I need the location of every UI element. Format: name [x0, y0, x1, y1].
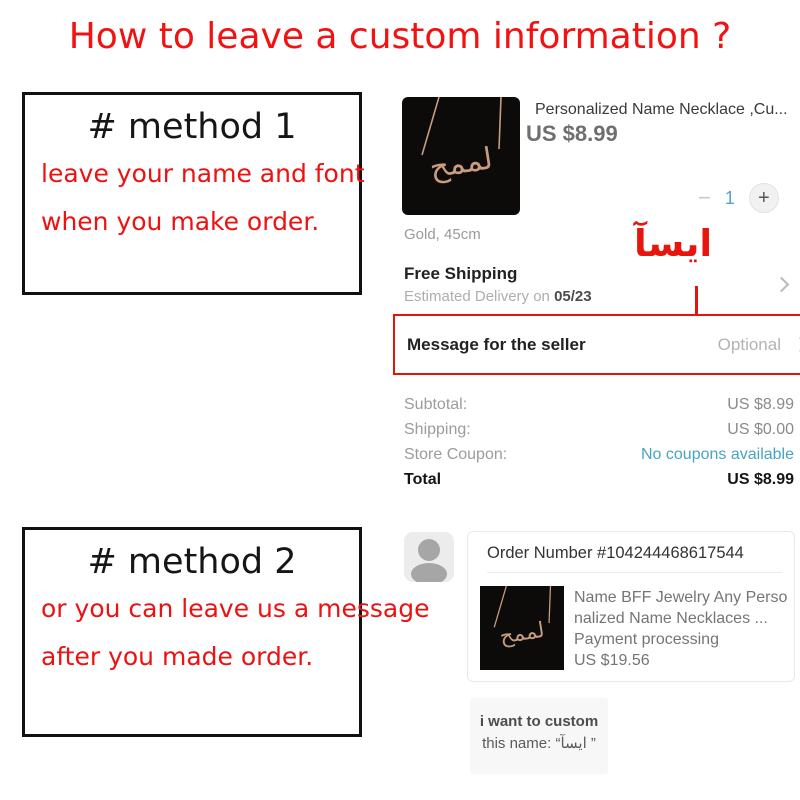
summary-row-subtotal [404, 392, 794, 417]
summary-row-coupon [404, 442, 794, 467]
order-product-info [574, 586, 787, 671]
avatar-body [411, 563, 447, 582]
user-avatar-icon [404, 532, 454, 582]
store-coupon-label: Store Coupon: [404, 445, 508, 463]
summary-row-shipping [404, 417, 794, 442]
quantity-minus-button[interactable]: − [698, 185, 711, 210]
order-line-2: nalized Name Necklaces ... [574, 610, 768, 627]
order-status: Payment processing [574, 631, 719, 648]
free-shipping-label: Free Shipping [404, 264, 518, 283]
subtotal-label: Subtotal: [404, 395, 468, 413]
shipping-value: US $0.00 [727, 420, 794, 438]
total-value: US $8.99 [727, 470, 794, 488]
order-product-thumbnail [480, 586, 564, 670]
quantity-value: 1 [724, 187, 735, 208]
method2-heading: # method 2 [87, 542, 297, 582]
shipping-label: Shipping: [404, 420, 471, 438]
method2-line1: or you can leave us a message [41, 594, 430, 623]
message-for-seller-row[interactable] [393, 314, 800, 375]
order-line-1: Name BFF Jewelry Any Perso [574, 589, 788, 606]
avatar-head [418, 539, 440, 561]
message-for-seller-label: Message for the seller [407, 334, 586, 354]
chat-line-2: this name: “ايسآ ” [482, 735, 596, 752]
message-optional-value: Optional [717, 334, 781, 354]
product-price: US $8.99 [526, 121, 618, 146]
product-title: Personalized Name Necklace ,Cu... [535, 101, 788, 118]
method1-line2: when you make order. [41, 207, 320, 236]
quantity-stepper [698, 183, 779, 213]
svg-text:لممح: لممح [497, 617, 547, 649]
method2-line2: after you made order. [41, 642, 314, 671]
method2-box [22, 527, 430, 737]
order-summary [404, 392, 794, 492]
summary-row-total [404, 467, 794, 492]
custom-name-annotation: ايسآ [633, 222, 713, 265]
necklace-thumbnail-image [480, 586, 564, 670]
divider [487, 572, 782, 573]
order-price: US $19.56 [574, 652, 650, 669]
method1-box [22, 92, 365, 295]
quantity-plus-button[interactable]: + [749, 183, 779, 213]
method1-heading: # method 1 [87, 107, 297, 147]
page-title: How to leave a custom information ? [68, 16, 732, 57]
method1-line1: leave your name and font [41, 159, 365, 188]
store-coupon-value[interactable]: No coupons available [641, 445, 794, 463]
order-card[interactable] [467, 531, 795, 682]
order-number: Order Number #104244468617544 [487, 544, 744, 562]
necklace-image [402, 97, 520, 215]
estimated-delivery-date: 05/23 [554, 288, 592, 305]
chevron-right-icon[interactable] [774, 277, 790, 293]
product-image [402, 97, 520, 215]
svg-text:لممح: لممح [427, 142, 495, 185]
chevron-right-icon [793, 337, 800, 353]
variant-label: Gold, 45cm [404, 226, 481, 243]
estimated-delivery-prefix: Estimated Delivery on [404, 288, 555, 305]
order-card-body [480, 586, 787, 671]
chat-line-1: i want to custom [479, 713, 599, 730]
subtotal-value: US $8.99 [727, 395, 794, 413]
estimated-delivery [404, 288, 592, 305]
total-label: Total [404, 470, 442, 488]
chat-message-bubble [470, 698, 608, 774]
